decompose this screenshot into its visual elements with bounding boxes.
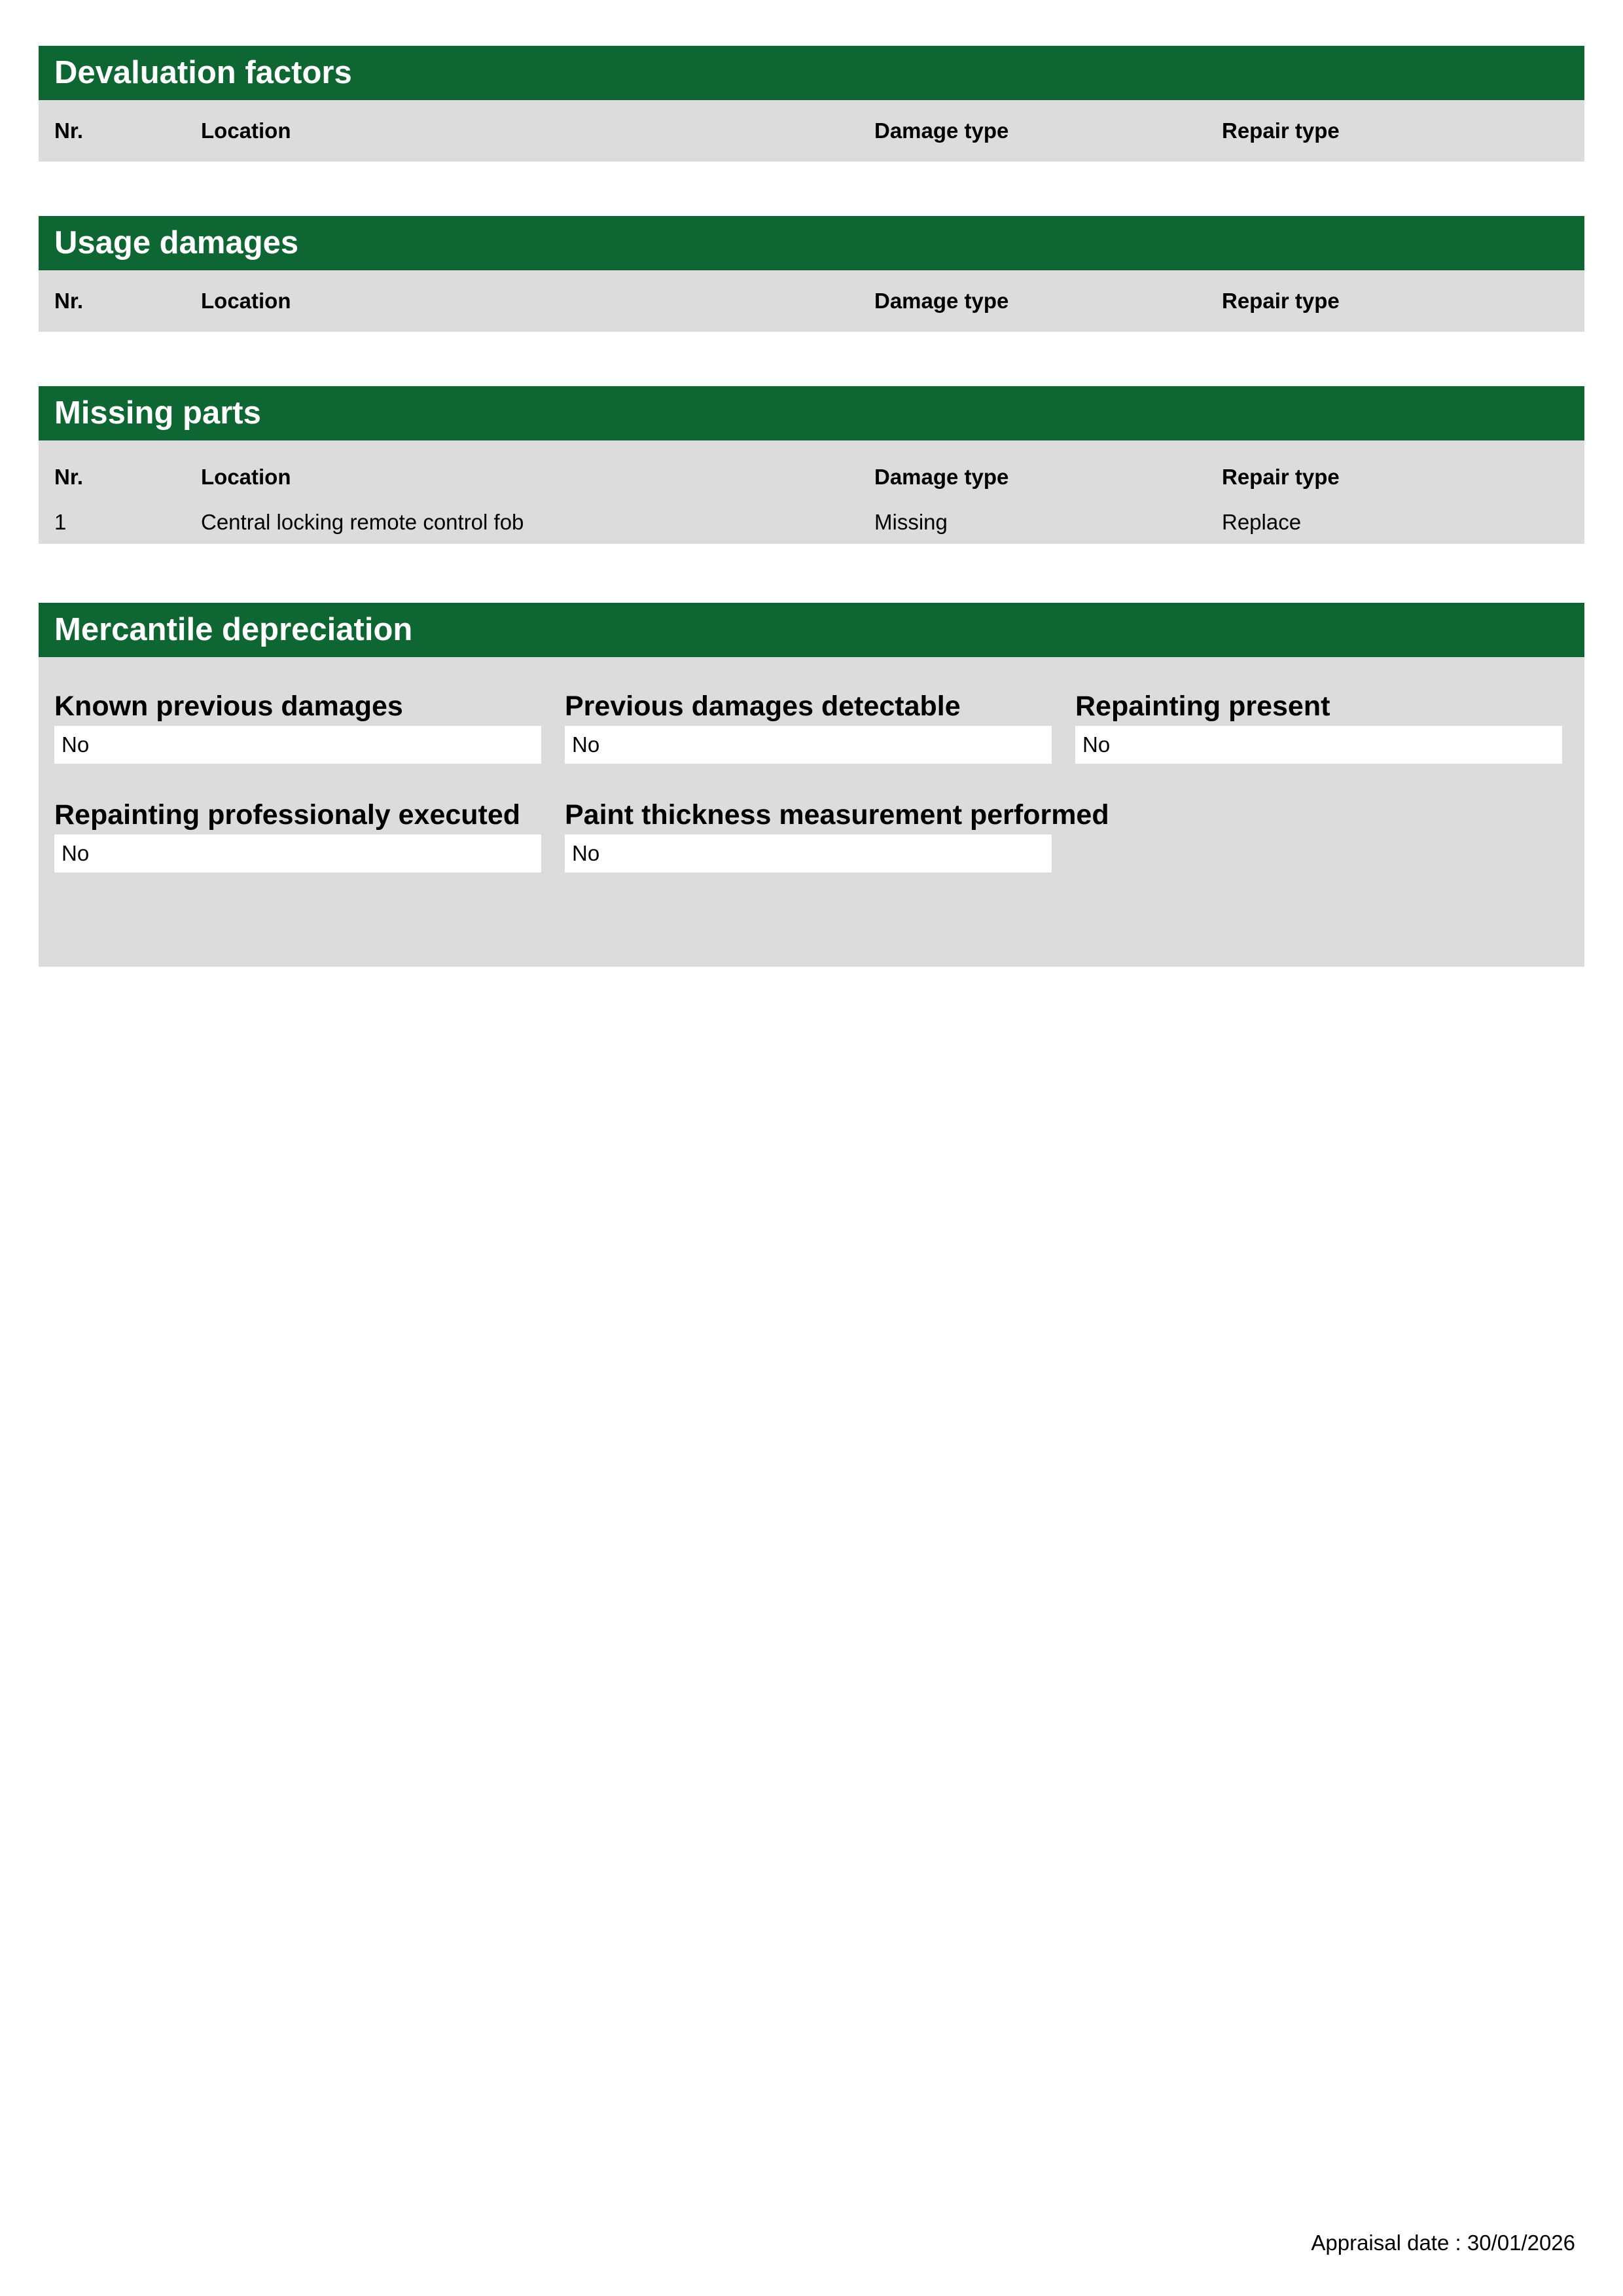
previous-damages-detectable-label: Previous damages detectable [565,691,961,722]
table-row [39,501,1584,544]
column-header-damage-type: Damage type [874,465,1009,489]
table-header-row [39,100,1584,162]
row-damage-type: Missing [874,510,948,534]
column-header-nr: Nr. [54,289,84,313]
column-header-nr: Nr. [54,465,84,489]
mercantile-depreciation-body [39,657,1584,967]
mercantile-depreciation-title: Mercantile depreciation [39,603,1584,657]
previous-damages-detectable-value: No [565,726,1052,764]
usage-damages-section [39,216,1584,332]
known-previous-damages-label: Known previous damages [54,691,403,722]
repainting-present-value: No [1075,726,1562,764]
appraisal-date: Appraisal date : 30/01/2026 [1311,2231,1575,2255]
column-header-repair-type: Repair type [1222,465,1340,489]
known-previous-damages-value: No [54,726,541,764]
column-header-repair-type: Repair type [1222,118,1340,143]
devaluation-factors-section [39,46,1584,162]
repainting-professionally-executed-label: Repainting professionaly executed [54,799,521,831]
repainting-professionally-executed-value: No [54,834,541,872]
known-previous-damages-field [54,691,541,764]
paint-thickness-measurement-field [565,799,1109,872]
column-header-nr: Nr. [54,118,84,143]
repainting-professionally-executed-field [54,799,541,872]
column-header-damage-type: Damage type [874,289,1009,313]
row-repair-type: Replace [1222,510,1302,534]
column-header-location: Location [201,118,291,143]
previous-damages-detectable-field [565,691,1052,764]
repainting-present-field [1075,691,1562,764]
table-header-row [39,454,1584,501]
row-location: Central locking remote control fob [201,510,524,534]
table-header-row [39,270,1584,332]
missing-parts-table [39,440,1584,544]
row-nr: 1 [54,510,67,534]
devaluation-factors-title: Devaluation factors [39,46,1584,100]
mercantile-depreciation-section [39,603,1584,967]
column-header-location: Location [201,465,291,489]
missing-parts-section [39,386,1584,544]
missing-parts-title: Missing parts [39,386,1584,440]
column-header-location: Location [201,289,291,313]
column-header-damage-type: Damage type [874,118,1009,143]
paint-thickness-measurement-label: Paint thickness measurement performed [565,799,1109,831]
repainting-present-label: Repainting present [1075,691,1330,722]
column-header-repair-type: Repair type [1222,289,1340,313]
usage-damages-table [39,270,1584,332]
paint-thickness-measurement-value: No [565,834,1052,872]
devaluation-factors-table [39,100,1584,162]
usage-damages-title: Usage damages [39,216,1584,270]
